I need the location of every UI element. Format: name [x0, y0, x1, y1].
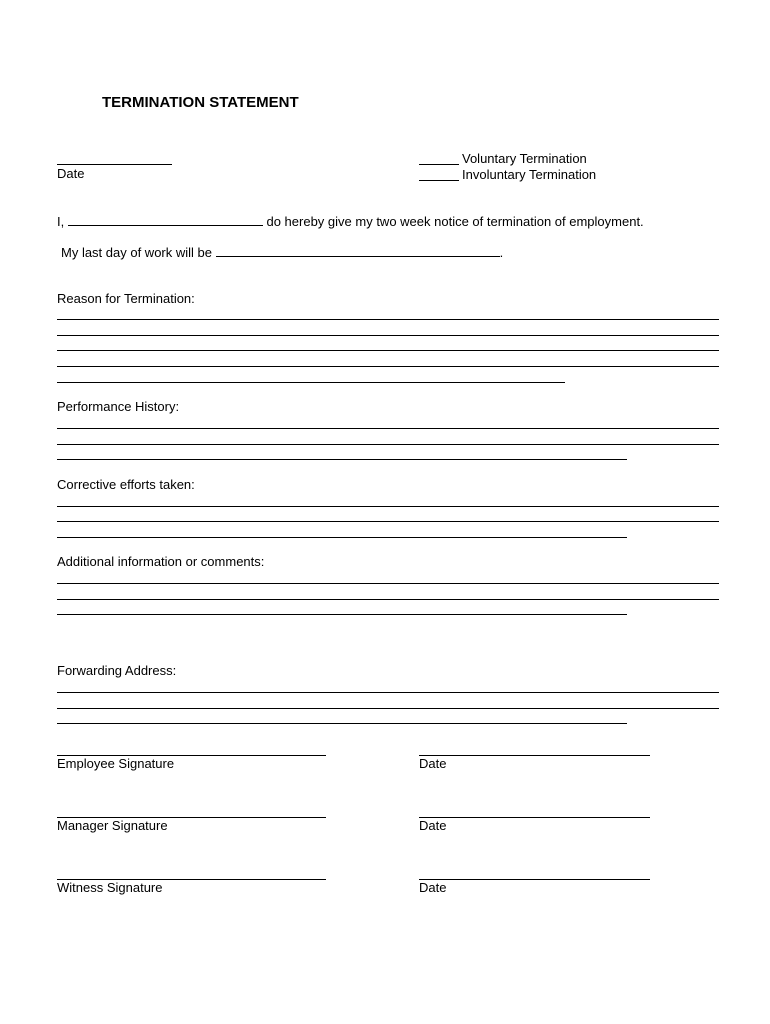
witness-signature-label: Witness Signature: [57, 880, 163, 895]
reason-line[interactable]: [57, 319, 719, 320]
last-day-period: .: [499, 245, 504, 260]
voluntary-checkbox-line[interactable]: [419, 164, 459, 165]
reason-line[interactable]: [57, 366, 719, 367]
forwarding-heading: Forwarding Address:: [57, 663, 177, 678]
involuntary-label: Involuntary Termination: [462, 167, 597, 182]
manager-signature-label: Manager Signature: [57, 818, 168, 833]
voluntary-label: Voluntary Termination: [462, 151, 587, 166]
date-field-line[interactable]: [57, 164, 172, 165]
last-day-label: My last day of work will be: [61, 245, 212, 260]
last-day-statement: [61, 244, 503, 260]
corrective-heading: Corrective efforts taken:: [57, 477, 195, 492]
reason-line[interactable]: [57, 350, 719, 351]
reason-heading: Reason for Termination:: [57, 291, 195, 306]
performance-heading: Performance History:: [57, 399, 180, 414]
date-label: Date: [57, 166, 85, 181]
notice-statement: [57, 213, 644, 229]
employee-date-label: Date: [419, 756, 447, 771]
corrective-line[interactable]: [57, 537, 627, 538]
forwarding-line[interactable]: [57, 692, 719, 693]
witness-date-label: Date: [419, 880, 447, 895]
notice-prefix: I,: [57, 214, 65, 229]
manager-date-line[interactable]: [419, 817, 650, 818]
employee-date-line[interactable]: [419, 755, 650, 756]
additional-line[interactable]: [57, 599, 719, 600]
performance-line[interactable]: [57, 428, 719, 429]
notice-suffix: do hereby give my two week notice of termination of employment.: [266, 214, 644, 229]
last-day-field[interactable]: [216, 244, 500, 257]
additional-line[interactable]: [57, 614, 627, 615]
corrective-line[interactable]: [57, 521, 719, 522]
reason-line[interactable]: [57, 382, 565, 383]
performance-line[interactable]: [57, 459, 627, 460]
additional-heading: Additional information or comments:: [57, 554, 265, 569]
corrective-line[interactable]: [57, 506, 719, 507]
forwarding-line[interactable]: [57, 723, 627, 724]
additional-line[interactable]: [57, 583, 719, 584]
manager-date-label: Date: [419, 818, 447, 833]
page-title: TERMINATION STATEMENT: [102, 94, 299, 111]
employee-signature-label: Employee Signature: [57, 756, 175, 771]
reason-line[interactable]: [57, 335, 719, 336]
witness-date-line[interactable]: [419, 879, 650, 880]
forwarding-line[interactable]: [57, 708, 719, 709]
involuntary-checkbox-line[interactable]: [419, 180, 459, 181]
performance-line[interactable]: [57, 444, 719, 445]
employee-name-field[interactable]: [68, 213, 263, 226]
